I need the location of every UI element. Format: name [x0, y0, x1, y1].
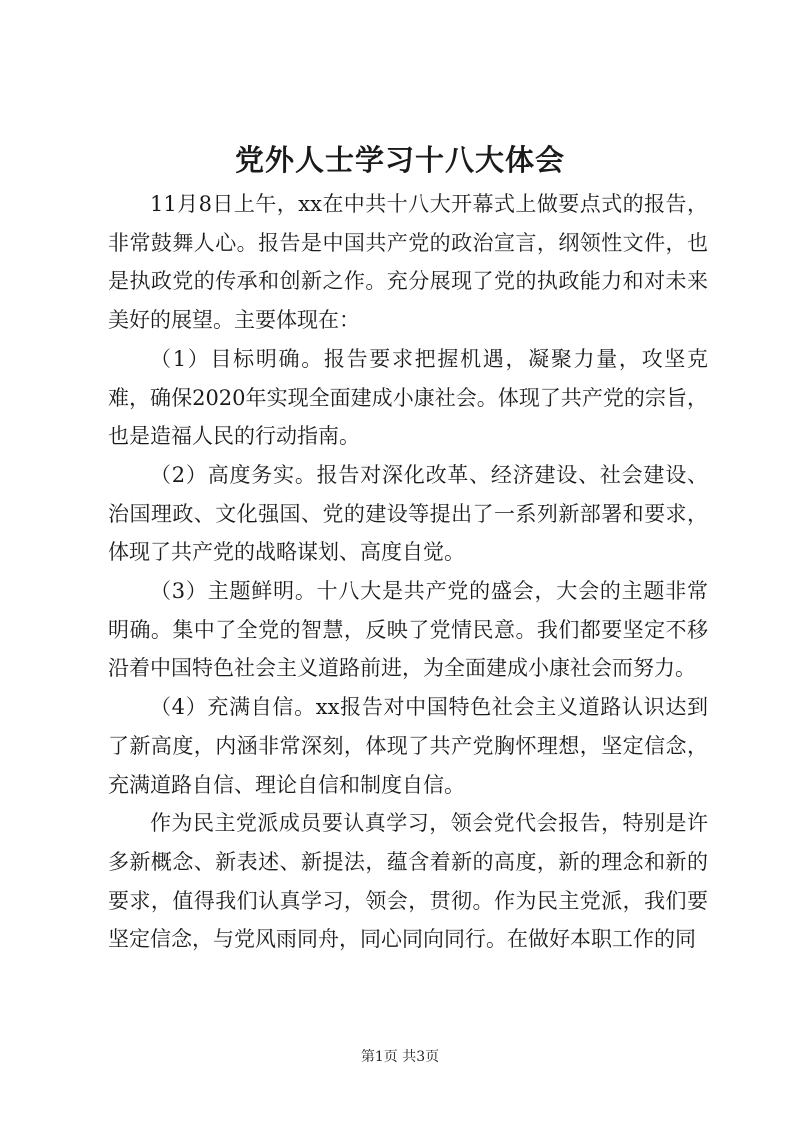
paragraph-point-2: （2）高度务实。报告对深化改革、经济建设、社会建设、治国理政、文化强国、党的建设等提出了一系列新部署和要求，体现了共产党的战略谋划、高度自觉。 [108, 462, 708, 565]
paragraph-point-1: （1）目标明确。报告要求把握机遇，凝聚力量，攻坚克难，确保2020年实现全面建成小康社会。体现了共产党的宗旨，也是造福人民的行动指南。 [108, 346, 708, 449]
document-body [108, 185, 708, 959]
document-title: 党外人士学习十八大体会 [234, 143, 565, 177]
paragraph-intro: 11月8日上午，xx在中共十八大开幕式上做要点式的报告，非常鼓舞人心。报告是中国共产党的政治宣言，纲领性文件，也是执政党的传承和创新之作。充分展现了党的执政能力和对未来美好的展望。主要体现在： [108, 192, 708, 333]
paragraph-conclusion: 作为民主党派成员要认真学习，领会党代会报告，特别是许多新概念、新表述、新提法，蕴含着新的高度，新的理念和新的要求，值得我们认真学习，领会，贯彻。作为民主党派，我们要坚定信念，与党风雨同舟，同心同向同行。在做好本职工作的同 [108, 811, 708, 952]
paragraph-point-4: （4）充满自信。xx报告对中国特色社会主义道路认识达到了新高度，内涵非常深刻，体现了共产党胸怀理想，坚定信念，充满道路自信、理论自信和制度自信。 [108, 695, 708, 797]
paragraph-point-3: （3）主题鲜明。十八大是共产党的盛会，大会的主题非常明确。集中了全党的智慧，反映了党情民意。我们都要坚定不移沿着中国特色社会主义道路前进，为全面建成小康社会而努力。 [108, 579, 708, 681]
page-number-footer: 第1页 共3页 [360, 1049, 440, 1065]
